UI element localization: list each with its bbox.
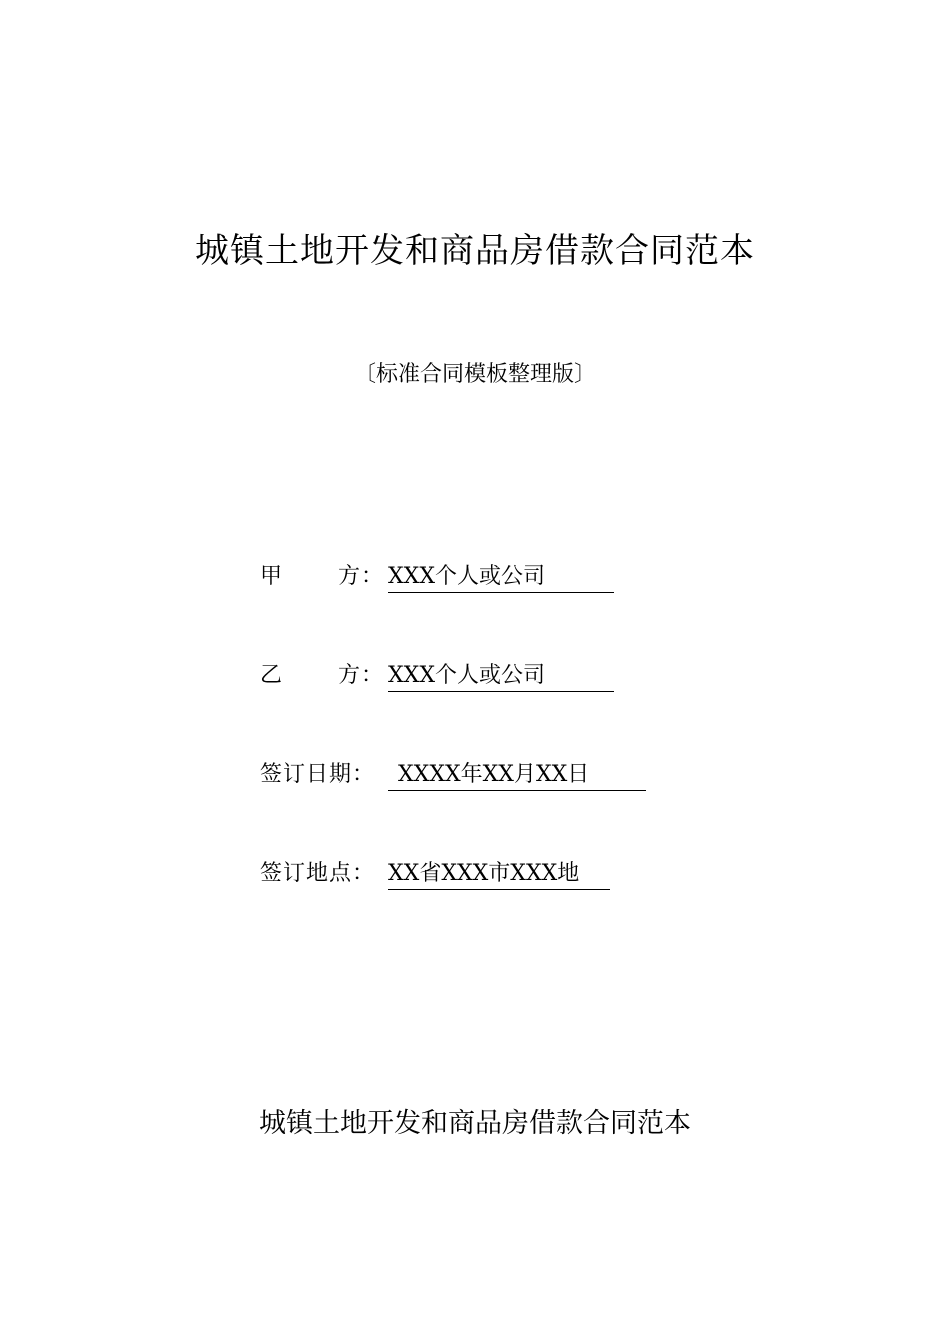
signing-place-label: 签订地点： xyxy=(260,861,376,886)
party-a-label-last: 方： xyxy=(338,564,385,589)
party-a-field xyxy=(260,560,614,594)
signing-date-label: 签订日期： xyxy=(260,762,376,787)
party-b-label-last: 方： xyxy=(338,663,385,688)
footer-title: 城镇土地开发和商品房借款合同范本 xyxy=(259,1108,691,1139)
party-a-label-first: 甲 xyxy=(260,564,284,589)
document-title: 城镇土地开发和商品房借款合同范本 xyxy=(195,231,755,271)
party-a-label xyxy=(260,560,388,594)
party-b-value: XXX个人或公司 xyxy=(388,661,614,692)
party-b-field xyxy=(260,659,614,693)
signing-date-value: XXXX年XX月XX日 xyxy=(388,760,646,791)
party-a-value: XXX个人或公司 xyxy=(388,562,614,593)
signing-place-field xyxy=(260,857,610,891)
signing-date-field xyxy=(260,758,646,792)
signing-place-value: XX省XXX市XXX地 xyxy=(388,859,610,890)
document-subtitle: 〔标准合同模板整理版〕 xyxy=(353,362,596,387)
party-b-label-first: 乙 xyxy=(260,663,284,688)
party-b-label xyxy=(260,659,388,693)
